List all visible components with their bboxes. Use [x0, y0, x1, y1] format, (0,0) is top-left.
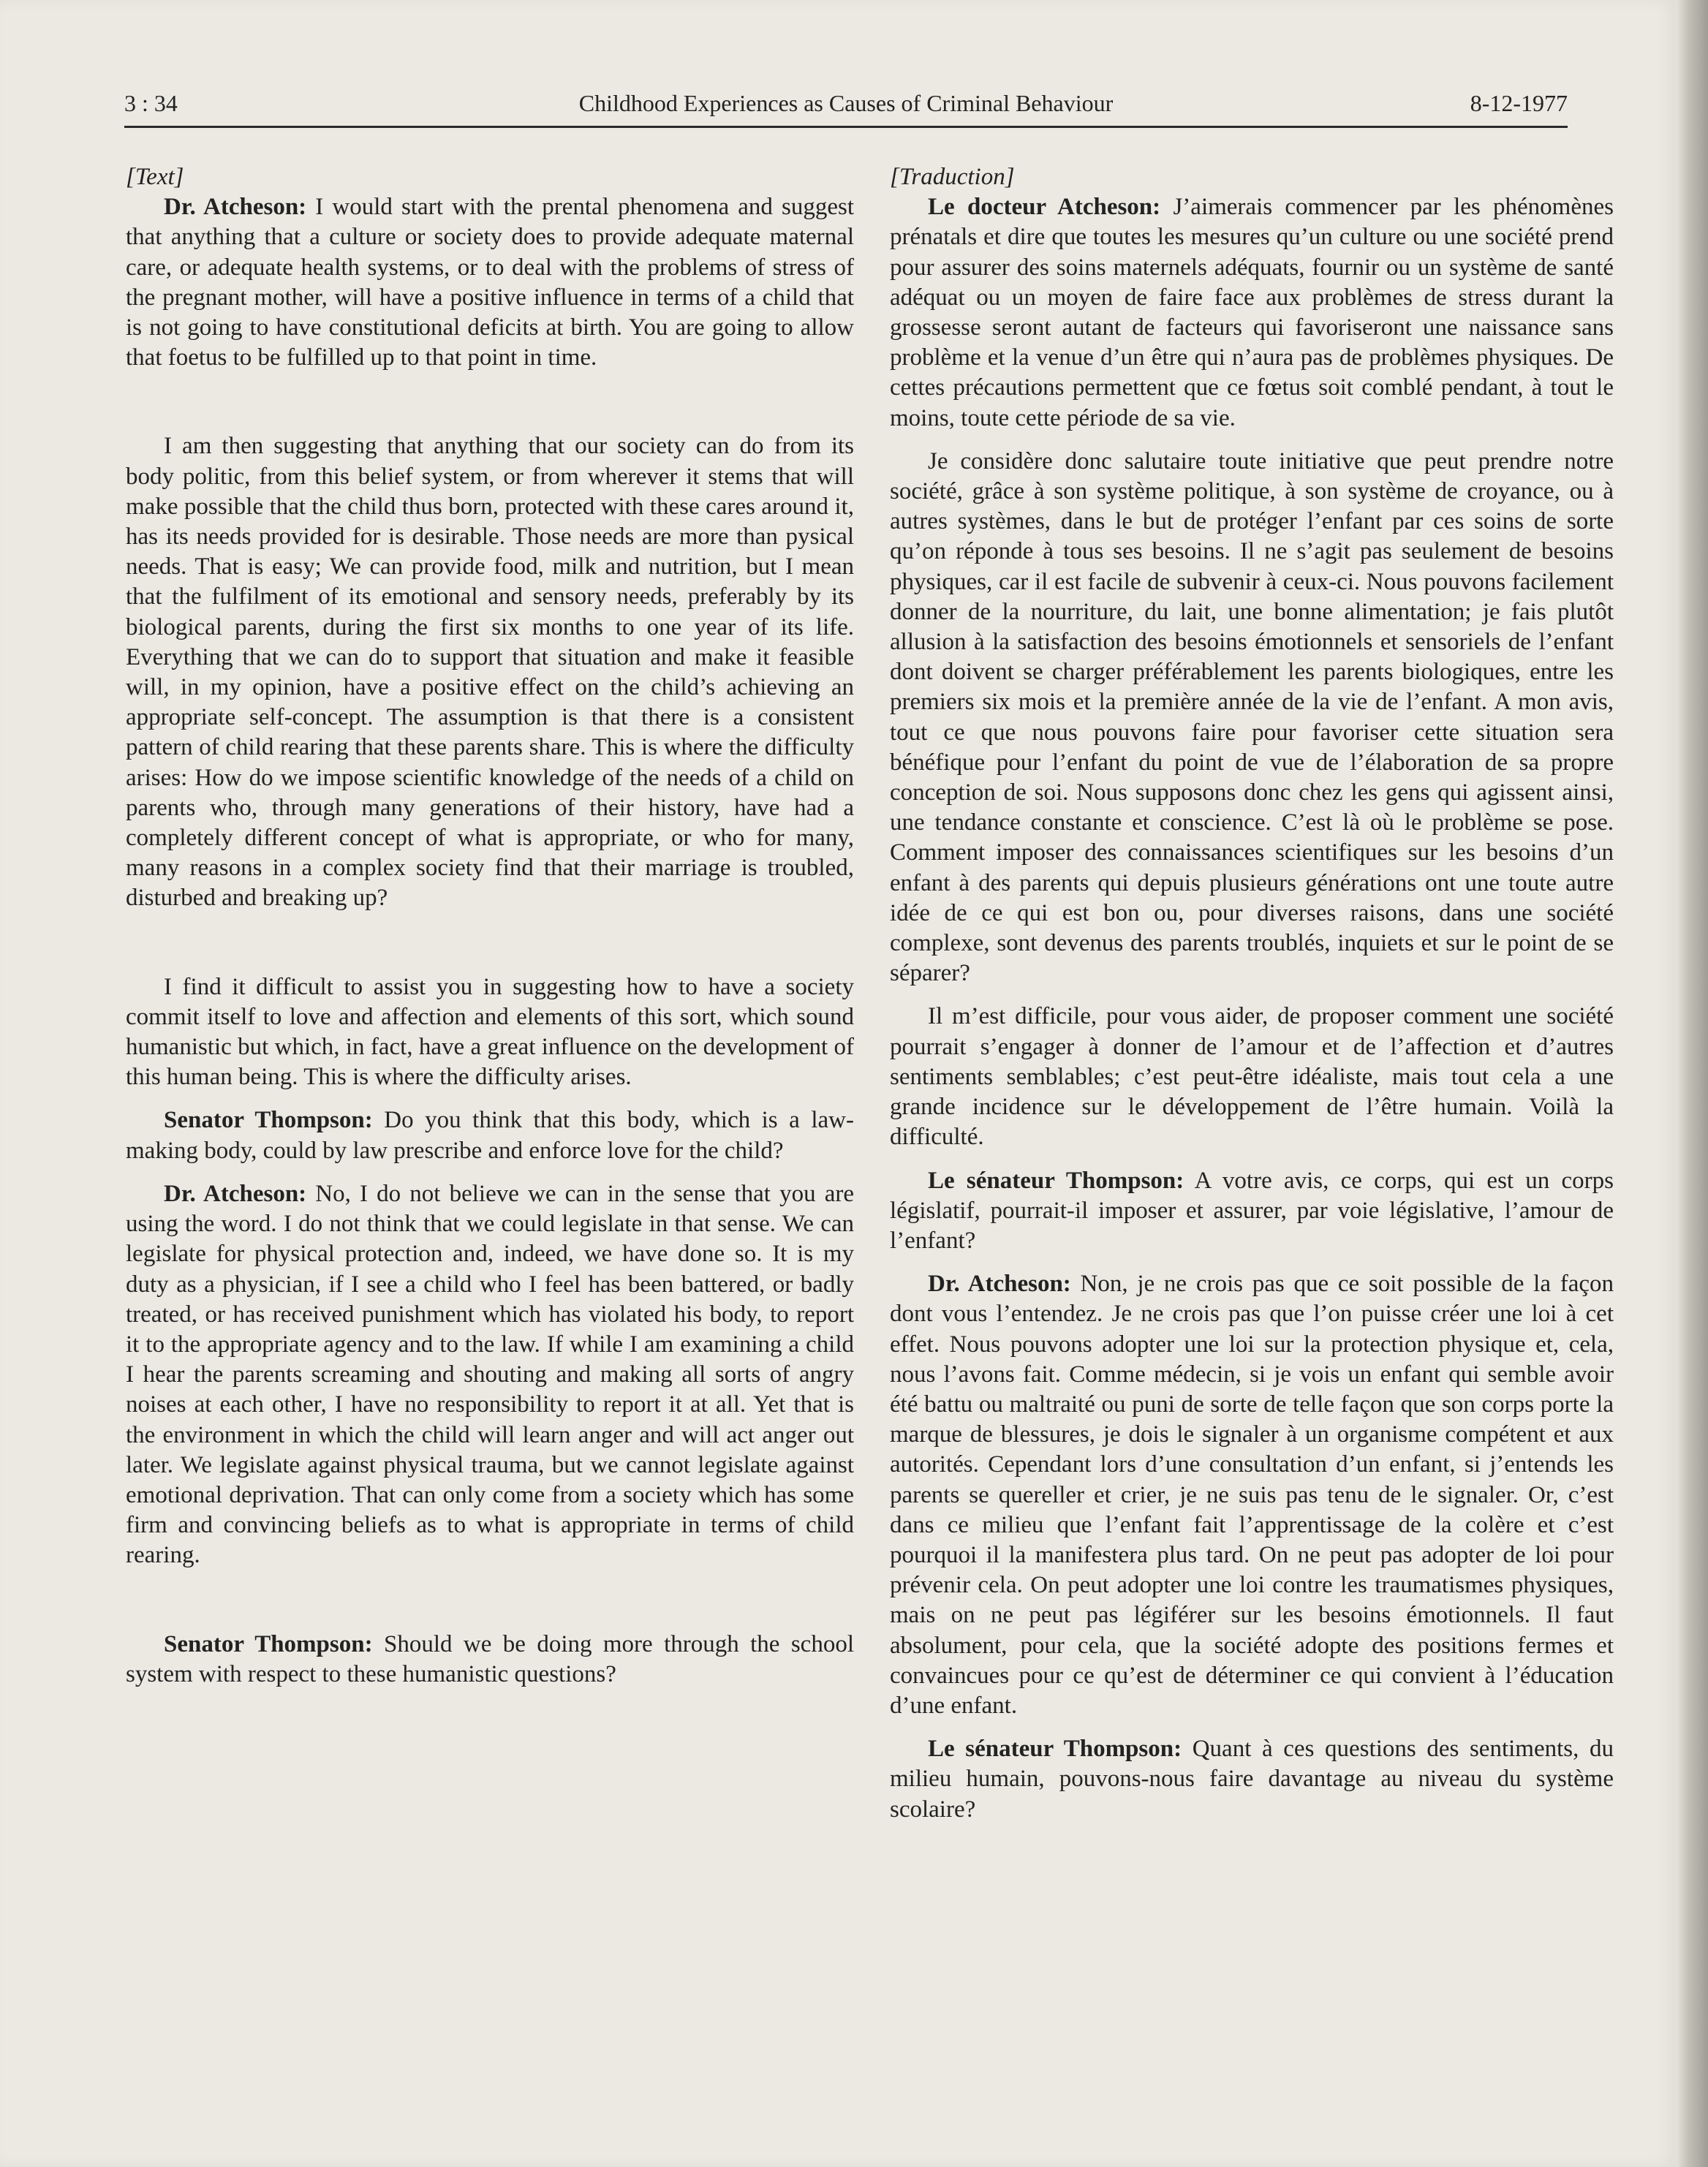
- paragraph: Le docteur Atcheson: J’aimerais commencer par les phénomènes prénatals et dire que toutes les mesures qu’un culture ou une société prend pour assurer des soins maternels adéquats, fournir ou un système de santé adéquat ou un moyen de faire face aux problèmes de stress durant la grossesse seront autant de facteurs qui favoriseront une naissance sans problème et la venue d’un être qui n’aura pas de problèmes physiques. De cettes précautions permettent que ce fœtus soit comblé pendant, à tout le moins, toute cette période de sa vie.: [890, 194, 1614, 431]
- speaker-name: Senator Thompson:: [164, 1107, 373, 1134]
- paragraph: Senator Thompson: Should we be doing more through the school system with respect to these humanistic questions?: [126, 1630, 854, 1687]
- page-edge: [1676, 0, 1708, 2167]
- paragraph: Dr. Atcheson: Non, je ne crois pas que ce soit possible de la façon dont vous l’entendez. Je ne crois pas que l’on puisse créer une loi à cet effet. Nous pouvons adopter une loi sur la protection physique et, cela, nous l’avons fait. Comme médecin, si je vois un enfant qui semble avoir été battu ou maltraité ou puni de sorte de telle façon que son corps porte la marque de blessures, je dois le signaler à un organisme compétent et aux autorités. Cependant lors d’une consultation d’un enfant, si j’entends les parents se quereller et crier, je ne suis pas tenu de le signaler. Or, c’est dans ce milieu que l’enfant fait l’apprentissage de la colère et c’est pourquoi il la manifestera plus tard. On ne peut pas adopter de loi pour prévenir cela. On peut adopter une loi contre les traumatismes physiques, mais on ne peut pas légiférer sur les besoins émotionnels. Il faut absolument, pour cela, que la société adopte des positions fermes et convaincues pour ce qu’est de déterminer ce qui convient à l’éducation d’une enfant.: [890, 1271, 1614, 1719]
- paragraph: Je considère donc salutaire toute initiative que peut prendre notre société, grâce à son système politique, à son système de croyance, ou à autres systèmes, dans le but de protéger l’enfant par ces soins de sorte qu’on réponde à tous ses besoins. Il ne s’agit pas seulement de besoins physiques, car il est facile de subvenir à ceux-ci. Nous pouvons facilement donner de la nourriture, du lait, une bonne alimentation; je fais plutôt allusion à la satisfaction des besoins émotionnels et sensoriels de l’enfant dont doivent se charger préférablement les parents biologiques, entre les premiers six mois et la première année de la vie de l’enfant. A mon avis, tout ce que nous pouvons faire pour favoriser cette situation sera bénéfique pour l’enfant du point de vue de l’élaboration de sa propre conception de soi. Nous supposons donc chez les gens qui agissent ainsi, une tendance constante et conscience. C’est là où le problème se pose. Comment imposer des connaissances scientifiques sur les besoins d’un enfant à des parents qui depuis plusieurs générations ont une toute autre idée de ce qui est bon ou, pour diverses raisons, dans une société complexe, sont devenus des parents troublés, inquiets et sur le point de se séparer?: [890, 447, 1614, 987]
- speaker-name: Le sénateur Thompson:: [928, 1736, 1182, 1763]
- speaker-name: Le docteur Atcheson:: [928, 194, 1161, 221]
- paragraph: Il m’est difficile, pour vous aider, de proposer comment une société pourrait s’engager à donner de l’amour et de l’affection et d’autres sentiments semblables; c’est peut-être idéaliste, mais tout cela a une grande incidence sur le développement de l’être humain. Voilà la difficulté.: [890, 1003, 1614, 1151]
- speaker-name: Dr. Atcheson:: [928, 1271, 1071, 1298]
- paragraph: Dr. Atcheson: No, I do not believe we can in the sense that you are using the word. I do not think that we could legislate in that sense. We can legislate for physical protection and, indeed, we have done so. It is my duty as a physician, if I see a child who I feel has been battered, or badly treated, or has received punishment which has violated his body, to report it to the appropriate agency and to the law. If while I am examining a child I hear the parents screaming and shouting and making all sorts of angry noises at each other, I have no responsibility to report it at all. Yet that is the environment in which the child will learn anger and will act anger out later. We legislate against physical trauma, but we cannot legislate against emotional deprivation. That can only come from a society which has some firm and convincing beliefs as to what is appropriate in terms of child rearing.: [126, 1180, 854, 1569]
- paragraph: Le sénateur Thompson: A votre avis, ce corps, qui est un corps législatif, pourrait-il imposer et assurer, par voie législative, l’amour de l’enfant?: [890, 1167, 1614, 1254]
- paragraph: Le sénateur Thompson: Quant à ces questions des sentiments, du milieu humain, pouvons-nous faire davantage au niveau du système scolaire?: [890, 1736, 1614, 1823]
- running-title: Childhood Experiences as Causes of Criminal Behaviour: [578, 90, 1114, 116]
- paragraph: I find it difficult to assist you in suggesting how to have a society commit itself to love and affection and elements of this sort, which sound humanistic but which, in fact, have a great influence on the development of this human being. This is where the difficulty arises.: [126, 973, 854, 1091]
- paragraph: Senator Thompson: Do you think that this body, which is a law-making body, could by law prescribe and enforce love for the child?: [126, 1107, 854, 1164]
- speaker-name: Dr. Atcheson:: [164, 1180, 307, 1207]
- speaker-name: Dr. Atcheson:: [164, 194, 307, 221]
- english-column: [126, 162, 854, 1703]
- column-label: [Text]: [126, 164, 184, 190]
- page-number: 3 : 34: [124, 90, 178, 116]
- page-header: [124, 86, 1568, 128]
- paragraph: I am then suggesting that anything that our society can do from its body politic, from this belief system, or from wherever it stems that will make possible that the child thus born, protected with these cares around it, has its needs provided for is desirable. Those needs are more than pysical needs. That is easy; We can provide food, milk and nutrition, but I mean that the fulfilment of its emotional and sensory needs, preferably by its biological parents, during the first six months to one year of its life. Everything that we can do to support that situation and make it feasible will, in my opinion, have a positive effect on the child’s achieving an appropriate self-concept. The assumption is that there is a consistent pattern of child rearing that these parents share. This is where the difficulty arises: How do we impose scientific knowledge of the needs of a child on parents who, through many generations of their history, have had a completely different concept of what is appropriate, or who for many, many reasons in a complex society find that their marriage is troubled, disturbed and breaking up?: [126, 433, 854, 912]
- paragraph: Dr. Atcheson: I would start with the prental phenomena and suggest that anything that a culture or society does to provide adequate maternal care, or adequate health systems, or to deal with the problems of stress of the pregnant mother, will have a positive influence in terms of a child that is not going to have constitutional deficits at birth. You are going to allow that foetus to be fulfilled up to that point in time.: [126, 194, 855, 371]
- header-date: 8-12-1977: [1470, 90, 1568, 116]
- speaker-name: Le sénateur Thompson:: [928, 1167, 1184, 1194]
- french-column: [890, 162, 1614, 1838]
- column-label: [Traduction]: [890, 164, 1015, 190]
- speaker-name: Senator Thompson:: [164, 1630, 373, 1657]
